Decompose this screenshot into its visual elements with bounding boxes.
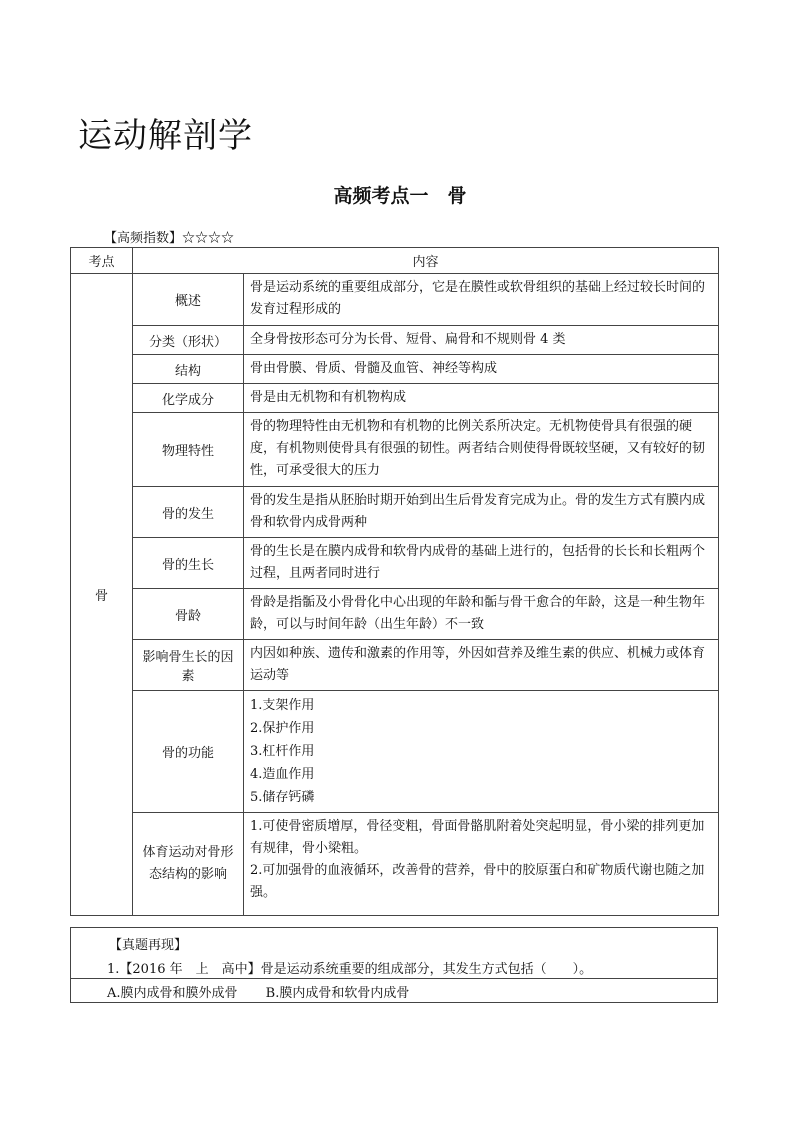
page-title: 运动解剖学 xyxy=(78,116,253,156)
row-name: 影响骨生长的因素 xyxy=(133,640,244,691)
row-name: 结构 xyxy=(133,355,244,384)
list-item: 5.储存钙磷 xyxy=(250,790,315,805)
frequency-label: 【高频指数】☆☆☆☆ xyxy=(104,231,235,246)
exam-heading: 【真题再现】 xyxy=(109,938,188,953)
table-row xyxy=(71,487,719,538)
divider xyxy=(71,978,717,979)
table-row xyxy=(71,355,719,384)
row-content: 骨是由无机物和有机物构成 xyxy=(244,384,719,413)
row-name: 骨的生长 xyxy=(133,538,244,589)
row-content xyxy=(244,813,719,916)
section-title: 高频考点一 骨 xyxy=(333,185,467,207)
list-item: 3.杠杆作用 xyxy=(250,744,315,759)
exam-options xyxy=(107,982,433,1001)
table-row xyxy=(71,538,719,589)
table-row xyxy=(71,589,719,640)
row-content: 全身骨按形态可分为长骨、短骨、扁骨和不规则骨 4 类 xyxy=(244,326,719,355)
row-content: 骨龄是指骺及小骨骨化中心出现的年龄和骺与骨干愈合的年龄，这是一种生物年龄，可以与时间年龄（出生年龄）不一致 xyxy=(244,589,719,640)
category-cell: 骨 xyxy=(71,274,133,916)
list-item: 2.保护作用 xyxy=(250,721,315,736)
option-a: A.膜内成骨和膜外成骨 xyxy=(107,986,238,1001)
row-content: 骨由骨膜、骨质、骨髓及血管、神经等构成 xyxy=(244,355,719,384)
table-row xyxy=(71,413,719,487)
row-name: 体育运动对骨形态结构的影响 xyxy=(133,813,244,916)
row-content: 骨是运动系统的重要组成部分，它是在膜性或软骨组织的基础上经过较长时间的发育过程形成的 xyxy=(244,274,719,326)
table-row xyxy=(71,384,719,413)
exam-question: 1.【2016 年 上 高中】骨是运动系统重要的组成部分，其发生方式包括（ ）。 xyxy=(107,962,593,977)
row-name: 概述 xyxy=(133,274,244,326)
list-item: 1.支架作用 xyxy=(250,698,315,713)
header-kaodian: 考点 xyxy=(71,248,133,274)
row-content: 骨的生长是在膜内成骨和软骨内成骨的基础上进行的，包括骨的长长和长粗两个过程，且两者同时进行 xyxy=(244,538,719,589)
effect-item: 1.可使骨密质增厚，骨径变粗，骨面骨骼肌附着处突起明显，骨小梁的排列更加有规律，骨小梁粗。 xyxy=(250,819,705,856)
exam-box xyxy=(70,927,718,1003)
row-name: 化学成分 xyxy=(133,384,244,413)
row-content: 骨的发生是指从胚胎时期开始到出生后骨发育完成为止。骨的发生方式有膜内成骨和软骨内成骨两种 xyxy=(244,487,719,538)
row-name: 物理特性 xyxy=(133,413,244,487)
row-content: 内因如种族、遗传和激素的作用等，外因如营养及维生素的供应、机械力或体育运动等 xyxy=(244,640,719,691)
row-name: 骨龄 xyxy=(133,589,244,640)
header-neirong: 内容 xyxy=(133,248,719,274)
knowledge-table xyxy=(70,247,719,916)
table-row xyxy=(71,326,719,355)
effect-item: 2.可加强骨的血液循环，改善骨的营养，骨中的胶原蛋白和矿物质代谢也随之加强。 xyxy=(250,863,705,900)
row-name: 分类（形状） xyxy=(133,326,244,355)
table-row xyxy=(71,640,719,691)
row-content xyxy=(244,691,719,813)
option-b: B.膜内成骨和软骨内成骨 xyxy=(265,986,410,1001)
table-row xyxy=(71,813,719,916)
row-content: 骨的物理特性由无机物和有机物的比例关系所决定。无机物使骨具有很强的硬度，有机物则使骨具有很强的韧性。两者结合则使得骨既较坚硬，又有较好的韧性，可承受很大的压力 xyxy=(244,413,719,487)
list-item: 4.造血作用 xyxy=(250,767,315,782)
function-list xyxy=(250,694,712,809)
table-row xyxy=(71,274,719,326)
table-row xyxy=(71,691,719,813)
row-name: 骨的功能 xyxy=(133,691,244,813)
table-header-row xyxy=(71,248,719,274)
row-name: 骨的发生 xyxy=(133,487,244,538)
